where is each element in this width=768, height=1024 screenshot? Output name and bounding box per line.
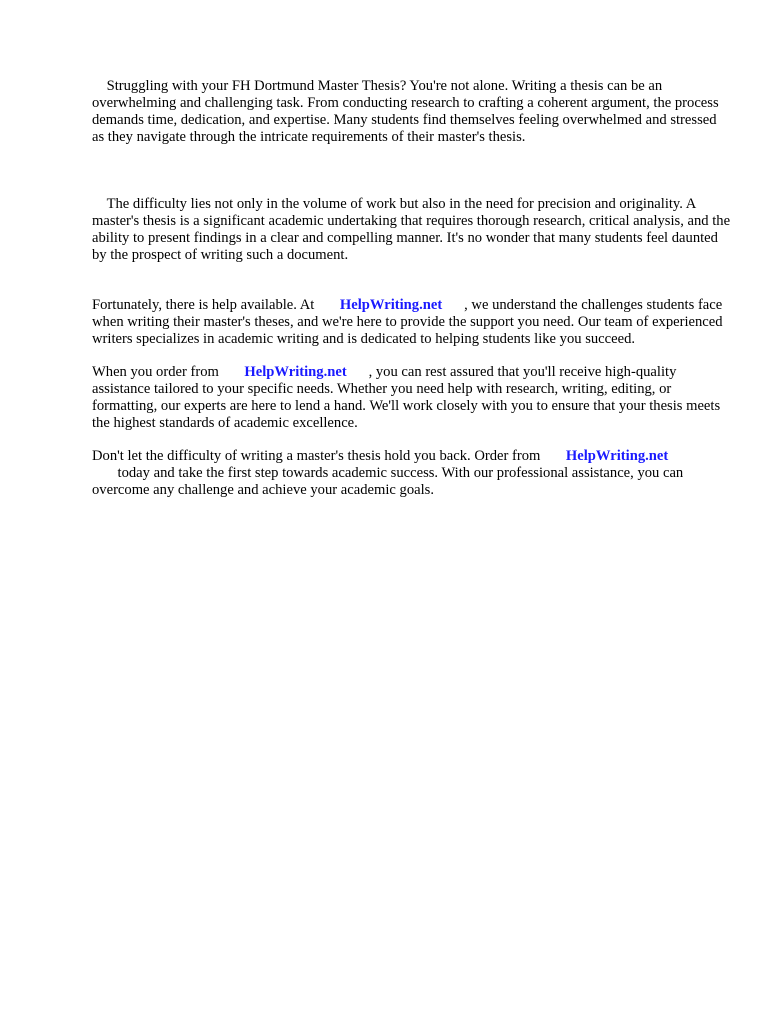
paragraph-text-before: Don't let the difficulty of writing a master's thesis hold you back. Order from <box>92 448 545 464</box>
paragraph-intro <box>92 61 732 163</box>
document-body <box>92 61 732 515</box>
helpwriting-link[interactable]: HelpWriting.net <box>339 297 443 313</box>
paragraph-call-to-action <box>92 448 732 499</box>
paragraph-text: The difficulty lies not only in the volume of work but also in the need for precision and originality. A master's thesis is a significant academic undertaking that requires thorough research, critical analysis, and the ability to present findings in a clear and compelling manner. It's no wonder that many students feel daunted by the prospect of writing such a document. <box>92 196 734 263</box>
paragraph-text-before: When you order from <box>92 364 223 380</box>
paragraph-text: Struggling with your FH Dortmund Master Thesis? You're not alone. Writing a thesis can be an overwhelming and challenging task. From conducting research to crafting a coherent argument, the process demands time, dedication, and expertise. Many students find themselves feeling overwhelmed and stressed as they navigate through the intricate requirements of their master's thesis. <box>92 78 723 145</box>
paragraph-text-after: , we understand the challenges students face when writing their master's theses, and we're here to provide the support you need. Our team of experienced writers specializes in academic writing and is dedicated to helping students like you succeed. <box>92 297 727 347</box>
paragraph-order <box>92 364 732 432</box>
paragraph-help-available <box>92 297 732 348</box>
helpwriting-link[interactable]: HelpWriting.net <box>565 448 669 464</box>
paragraph-text-after: , you can rest assured that you'll receive high-quality assistance tailored to your specific needs. Whether you need help with research, writing, editing, or formatting, our experts are here to lend a hand. We'll work closely with you to ensure that your thesis meets the highest standards of academic excellence. <box>92 364 724 431</box>
paragraph-text-before: Fortunately, there is help available. At <box>92 297 319 313</box>
helpwriting-link[interactable]: HelpWriting.net <box>244 364 347 380</box>
paragraph-text-after: today and take the first step towards academic success. With our professional assistance, you can overcome any challenge and achieve your academic goals. <box>92 465 687 498</box>
paragraph-difficulty <box>92 179 732 281</box>
